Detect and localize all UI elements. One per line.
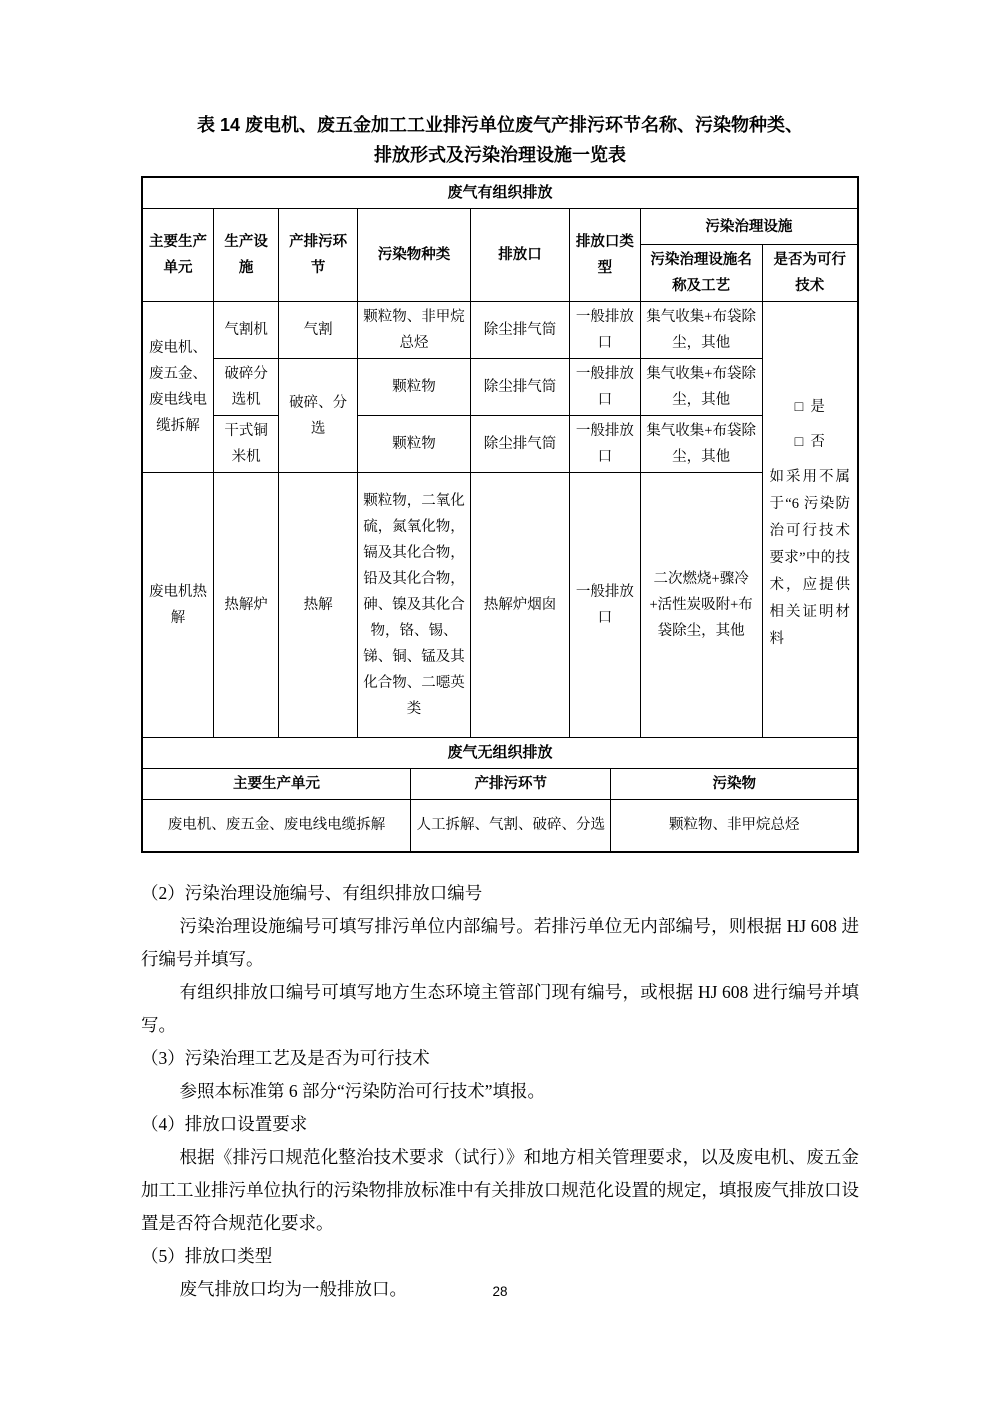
paragraph-treatment-numbering: 污染治理设施编号可填写排污单位内部编号。若排污单位无内部编号，则根据 HJ 608 进行编号并填写。	[141, 916, 859, 969]
table-row	[142, 473, 858, 737]
col-header-main-unit: 主要生产单元	[142, 768, 411, 799]
col-header-process: 产排污环节	[279, 209, 358, 302]
cell-treatment: 二次燃烧+骤冷+活性炭吸附+布袋除尘，其他	[640, 473, 762, 737]
table-title-line2: 排放形式及污染治理设施一览表	[374, 145, 626, 165]
col-header-feasible: 是否为可行技术	[762, 245, 858, 302]
feasible-no-label: 否	[810, 434, 825, 451]
cell-facility: 气割机	[214, 302, 279, 359]
paragraph-outlet-type: 废气排放口均为一般排放口。	[179, 1279, 407, 1299]
page-content	[141, 0, 859, 1306]
table-row	[142, 302, 858, 359]
cell-process: 破碎、分选	[279, 359, 358, 473]
cell-outlet: 热解炉烟囱	[471, 473, 570, 737]
col-header-treatment-group: 污染治理设施	[640, 209, 858, 245]
col-header-pollutants: 污染物种类	[357, 209, 470, 302]
heading-item-2: （2）污染治理设施编号、有组织排放口编号	[141, 883, 483, 903]
table-title	[141, 110, 859, 170]
organized-section-band: 废气有组织排放	[142, 177, 858, 209]
cell-pollutants: 颗粒物	[357, 416, 470, 473]
feasible-yes-option	[770, 394, 851, 420]
paragraph-feasible-tech: 参照本标准第 6 部分“污染防治可行技术”填报。	[179, 1081, 546, 1101]
col-header-outlet: 排放口	[471, 209, 570, 302]
unorganized-emissions-table	[141, 737, 859, 854]
cell-process: 人工拆解、气割、破碎、分选	[411, 799, 611, 852]
paragraph-outlet-numbering: 有组织排放口编号可填写地方生态环境主管部门现有编号，或根据 HJ 608 进行编号并填写。	[141, 982, 859, 1035]
cell-treatment: 集气收集+布袋除尘，其他	[640, 359, 762, 416]
cell-facility: 干式铜米机	[214, 416, 279, 473]
col-header-pollutant: 污染物	[611, 768, 858, 799]
cell-main-unit-pyrolysis: 废电机热解	[142, 473, 214, 737]
checkbox-icon: □	[794, 434, 804, 451]
body-text	[141, 877, 859, 1306]
cell-outlet-type: 一般排放口	[569, 416, 640, 473]
feasible-note: 如采用不属于“6 污染防治可行技术要求”中的技术，应提供相关证明材料	[769, 469, 850, 648]
cell-facility: 破碎分选机	[214, 359, 279, 416]
cell-pollutants: 颗粒物、非甲烷总烃	[357, 302, 470, 359]
heading-item-4: （4）排放口设置要求	[141, 1114, 308, 1134]
cell-treatment: 集气收集+布袋除尘，其他	[640, 416, 762, 473]
cell-outlet: 除尘排气筒	[471, 302, 570, 359]
unorganized-section-band: 废气无组织排放	[142, 737, 858, 768]
feasible-yes-label: 是	[810, 399, 825, 416]
cell-process: 热解	[279, 473, 358, 737]
cell-outlet: 除尘排气筒	[471, 416, 570, 473]
col-header-treatment-name: 污染治理设施名称及工艺	[640, 245, 762, 302]
col-header-process: 产排污环节	[411, 768, 611, 799]
cell-outlet-type: 一般排放口	[569, 359, 640, 416]
cell-feasible-technology	[762, 302, 858, 737]
table-row	[142, 799, 858, 852]
checkbox-icon: □	[794, 399, 804, 416]
organized-emissions-table	[141, 176, 859, 737]
cell-facility: 热解炉	[214, 473, 279, 737]
cell-pollutants: 颗粒物、非甲烷总烃	[611, 799, 858, 852]
cell-outlet-type: 一般排放口	[569, 473, 640, 737]
heading-item-5: （5）排放口类型	[141, 1246, 273, 1266]
feasible-no-option	[770, 429, 851, 455]
cell-process: 气割	[279, 302, 358, 359]
col-header-outlet-type: 排放口类型	[569, 209, 640, 302]
cell-pollutants: 颗粒物	[357, 359, 470, 416]
cell-main-unit-dismantle: 废电机、废五金、废电线电缆拆解	[142, 302, 214, 473]
emissions-table	[141, 176, 859, 853]
table-row	[142, 359, 858, 416]
cell-pollutants: 颗粒物，二氧化硫，氮氧化物，镉及其化合物，铅及其化合物，砷、镍及其化合物，铬、锡、锑、铜、锰及其化合物、二噁英类	[357, 473, 470, 737]
page-number: 28	[492, 1284, 508, 1299]
table-row	[142, 416, 858, 473]
paragraph-outlet-requirements: 根据《排污口规范化整治技术要求（试行）》和地方相关管理要求，以及废电机、废五金加工工业排污单位执行的污染物排放标准中有关排放口规范化设置的规定，填报废气排放口设置是否符合规范化要求。	[141, 1147, 859, 1233]
cell-outlet: 除尘排气筒	[471, 359, 570, 416]
table-title-line1: 表 14 废电机、废五金加工工业排污单位废气产排污环节名称、污染物种类、	[196, 115, 804, 135]
cell-outlet-type: 一般排放口	[569, 302, 640, 359]
col-header-facility: 生产设施	[214, 209, 279, 302]
col-header-main-unit: 主要生产单元	[142, 209, 214, 302]
heading-item-3: （3）污染治理工艺及是否为可行技术	[141, 1048, 430, 1068]
cell-treatment: 集气收集+布袋除尘，其他	[640, 302, 762, 359]
cell-main-unit: 废电机、废五金、废电线电缆拆解	[142, 799, 411, 852]
